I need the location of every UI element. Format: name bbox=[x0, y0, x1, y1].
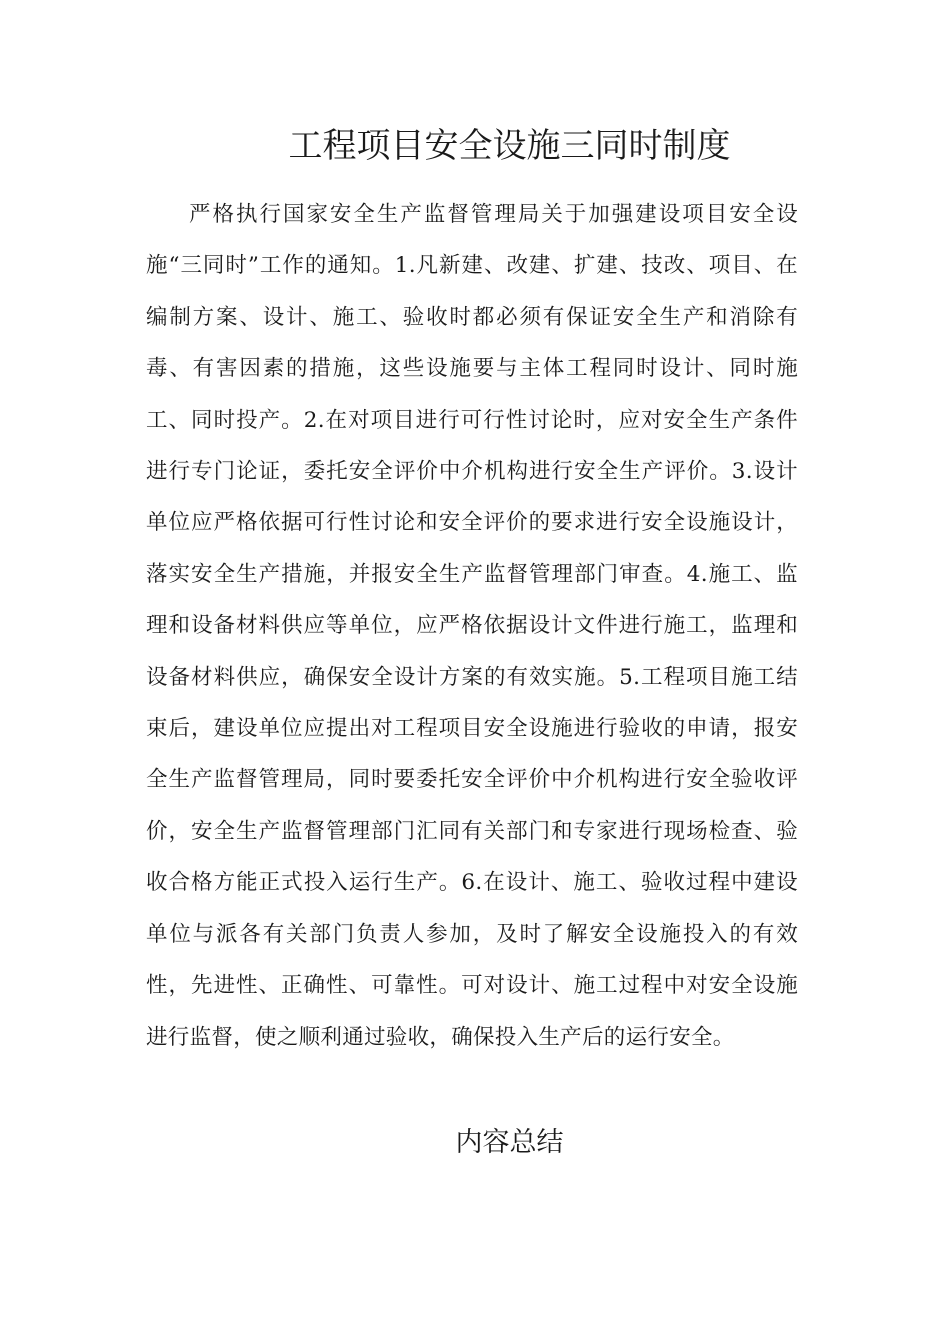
document-title: 工程项目安全设施三同时制度 bbox=[288, 126, 731, 166]
body-paragraph: 严格执行国家安全生产监督管理局关于加强建设项目安全设施“三同时”工作的通知。1.凡新建、改建、扩建、技改、项目、在编制方案、设计、施工、验收时都必须有保证安全生产和消除有毒、有害因素的措施，这些设施要与主体工程同时设计、同时施工、同时投产。2.在对项目进行可行性讨论时，应对安全生产条件进行专门论证，委托安全评价中介机构进行安全生产评价。3.设计单位应严格依据可行性讨论和安全评价的要求进行安全设施设计，落实安全生产措施，并报安全生产监督管理部门审查。4.施工、监理和设备材料供应等单位，应严格依据设计文件进行施工，监理和设备材料供应，确保安全设计方案的有效实施。5.工程项目施工结束后，建设单位应提出对工程项目安全设施进行验收的申请，报安全生产监督管理局，同时要委托安全评价中介机构进行安全验收评价，安全生产监督管理部门汇同有关部门和专家进行现场检查、验收合格方能正式投入运行生产。6.在设计、施工、验收过程中建设单位与派各有关部门负责人参加，及时了解安全设施投入的有效性，先进性、正确性、可靠性。可对设计、施工过程中对安全设施进行监督，使之顺利通过验收，确保投入生产后的运行安全。 bbox=[146, 202, 798, 1050]
section-heading-summary: 内容总结 bbox=[455, 1127, 564, 1158]
